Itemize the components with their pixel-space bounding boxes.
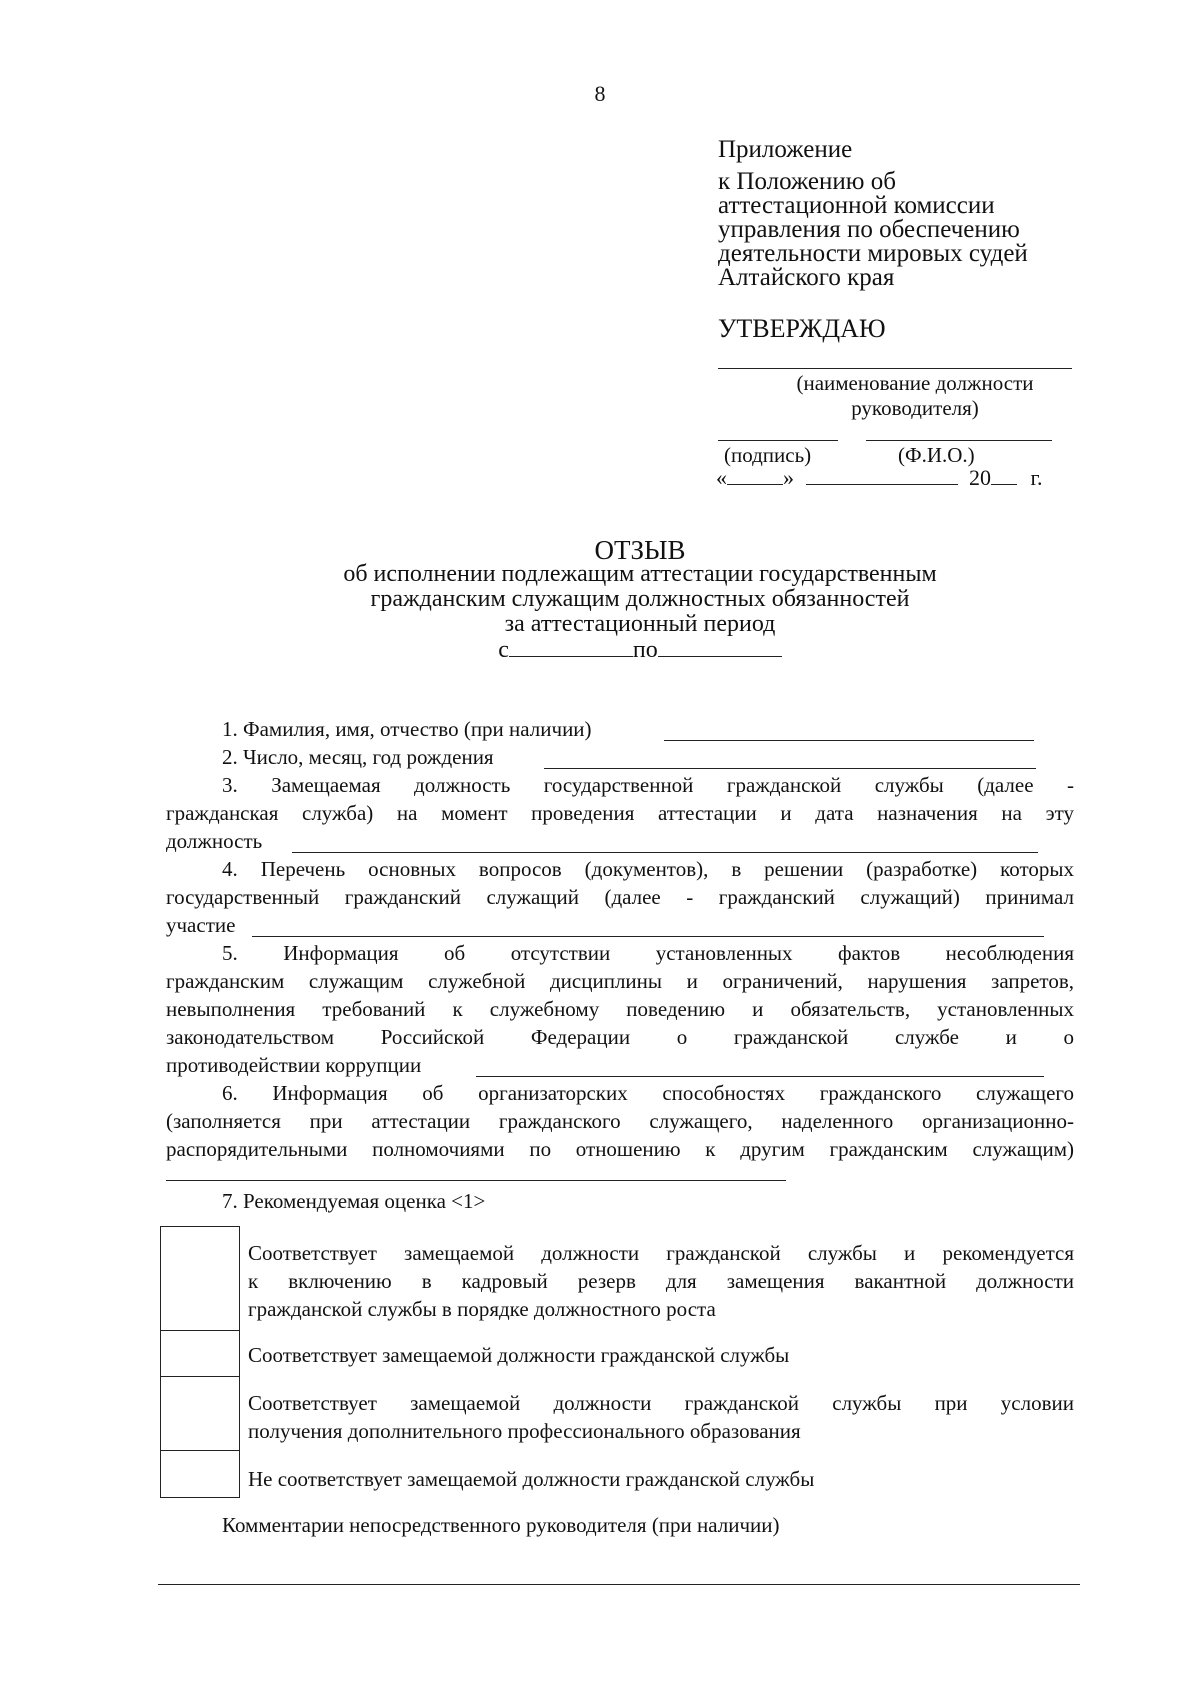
item-1-blank	[664, 740, 1034, 741]
year-suffix: г.	[1030, 465, 1043, 490]
item-7-label: 7. Рекомендуемая оценка <1>	[222, 1189, 486, 1213]
heading-line-3: за аттестационный период	[504, 611, 776, 637]
month-blank	[806, 464, 958, 485]
option-2-line-1: Соответствует замещаемой должности гражданской службы	[248, 1343, 790, 1367]
item-5-line-3: невыполнения требований к служебному поведению и обязательств, установленных	[166, 997, 1074, 1021]
option-1-checkbox[interactable]	[160, 1226, 240, 1332]
option-2-checkbox[interactable]	[160, 1330, 240, 1378]
item-3-line-3: должность	[166, 829, 263, 853]
item-3-line-1: 3. Замещаемая должность государственной гражданской службы (далее -	[222, 773, 1074, 797]
appendix-line: управления по обеспечению	[718, 216, 1020, 243]
appendix-line: к Положению об	[718, 168, 896, 195]
signature-line	[718, 440, 838, 441]
document-title: ОТЗЫВ	[594, 535, 686, 565]
item-5-blank	[476, 1076, 1044, 1077]
option-4-line-1: Не соответствует замещаемой должности гражданской службы	[248, 1467, 815, 1491]
position-caption-2: руководителя)	[851, 396, 979, 420]
period-from-blank	[509, 636, 633, 657]
appendix-line: Алтайского края	[718, 264, 895, 291]
item-1-label: 1. Фамилия, имя, отчество (при наличии)	[222, 717, 592, 741]
item-5-line-1: 5. Информация об отсутствии установленных фактов несоблюдения	[222, 941, 1074, 965]
item-6-line-2: (заполняется при аттестации гражданского служащего, наделенного организационно-	[166, 1109, 1074, 1133]
option-3-checkbox[interactable]	[160, 1376, 240, 1452]
period-line	[150, 636, 1130, 663]
item-4-line-2: государственный гражданский служащий (далее - гражданский служащий) принимал	[166, 885, 1074, 909]
day-blank	[727, 464, 783, 485]
signature-caption: (подпись)	[724, 443, 812, 467]
appendix-block	[718, 138, 1028, 290]
quote-open: «	[716, 465, 727, 490]
item-6-blank	[166, 1180, 786, 1181]
position-line	[718, 368, 1072, 369]
year-blank	[991, 464, 1017, 485]
item-6-line-3: распорядительными полномочиями по отношению к другим гражданским служащим)	[166, 1137, 1074, 1161]
period-from-label: с	[498, 637, 509, 663]
option-1-line-3: гражданской службы в порядке должностного роста	[248, 1297, 716, 1321]
item-2-blank	[544, 768, 1036, 769]
item-6-line-1: 6. Информация об организаторских способностях гражданского служащего	[222, 1081, 1074, 1105]
quote-close: »	[783, 465, 794, 490]
item-5-line-5: противодействии коррупции	[166, 1053, 422, 1077]
item-4-blank	[252, 936, 1044, 937]
position-caption-1: (наименование должности	[796, 371, 1034, 395]
option-1-line-1: Соответствует замещаемой должности гражданской службы и рекомендуется	[248, 1241, 1074, 1265]
option-4-checkbox[interactable]	[160, 1450, 240, 1498]
name-line	[866, 440, 1052, 441]
period-to-blank	[658, 636, 782, 657]
name-caption: (Ф.И.О.)	[898, 443, 975, 467]
approval-title: УТВЕРЖДАЮ	[718, 314, 886, 343]
item-3-blank	[292, 852, 1038, 853]
option-3-line-1: Соответствует замещаемой должности гражданской службы при условии	[248, 1391, 1074, 1415]
page-number: 8	[594, 81, 606, 106]
appendix-line: аттестационной комиссии	[718, 192, 995, 219]
option-1-line-2: к включению в кадровый резерв для замещения вакантной должности	[248, 1269, 1074, 1293]
date-line	[716, 464, 1043, 491]
year-prefix: 20	[969, 465, 991, 490]
option-3-line-2: получения дополнительного профессионального образования	[248, 1419, 801, 1443]
item-5-line-4: законодательством Российской Федерации о гражданской службе и о	[166, 1025, 1074, 1049]
comments-blank[interactable]	[158, 1584, 1080, 1585]
appendix-line: деятельности мировых судей	[718, 240, 1028, 267]
item-5-line-2: гражданским служащим служебной дисциплины и ограничений, нарушения запретов,	[166, 969, 1074, 993]
item-3-line-2: гражданская служба) на момент проведения аттестации и дата назначения на эту	[166, 801, 1074, 825]
appendix-title: Приложение	[718, 136, 853, 163]
item-2-label: 2. Число, месяц, год рождения	[222, 745, 494, 769]
heading-line-2: гражданским служащим должностных обязанностей	[370, 586, 910, 612]
item-4-line-3: участие	[166, 913, 236, 937]
period-to-label: по	[632, 637, 658, 663]
comments-label: Комментарии непосредственного руководителя (при наличии)	[222, 1513, 780, 1537]
item-4-line-1: 4. Перечень основных вопросов (документов), в решении (разработке) которых	[222, 857, 1074, 881]
heading-line-1: об исполнении подлежащим аттестации государственным	[343, 561, 937, 587]
